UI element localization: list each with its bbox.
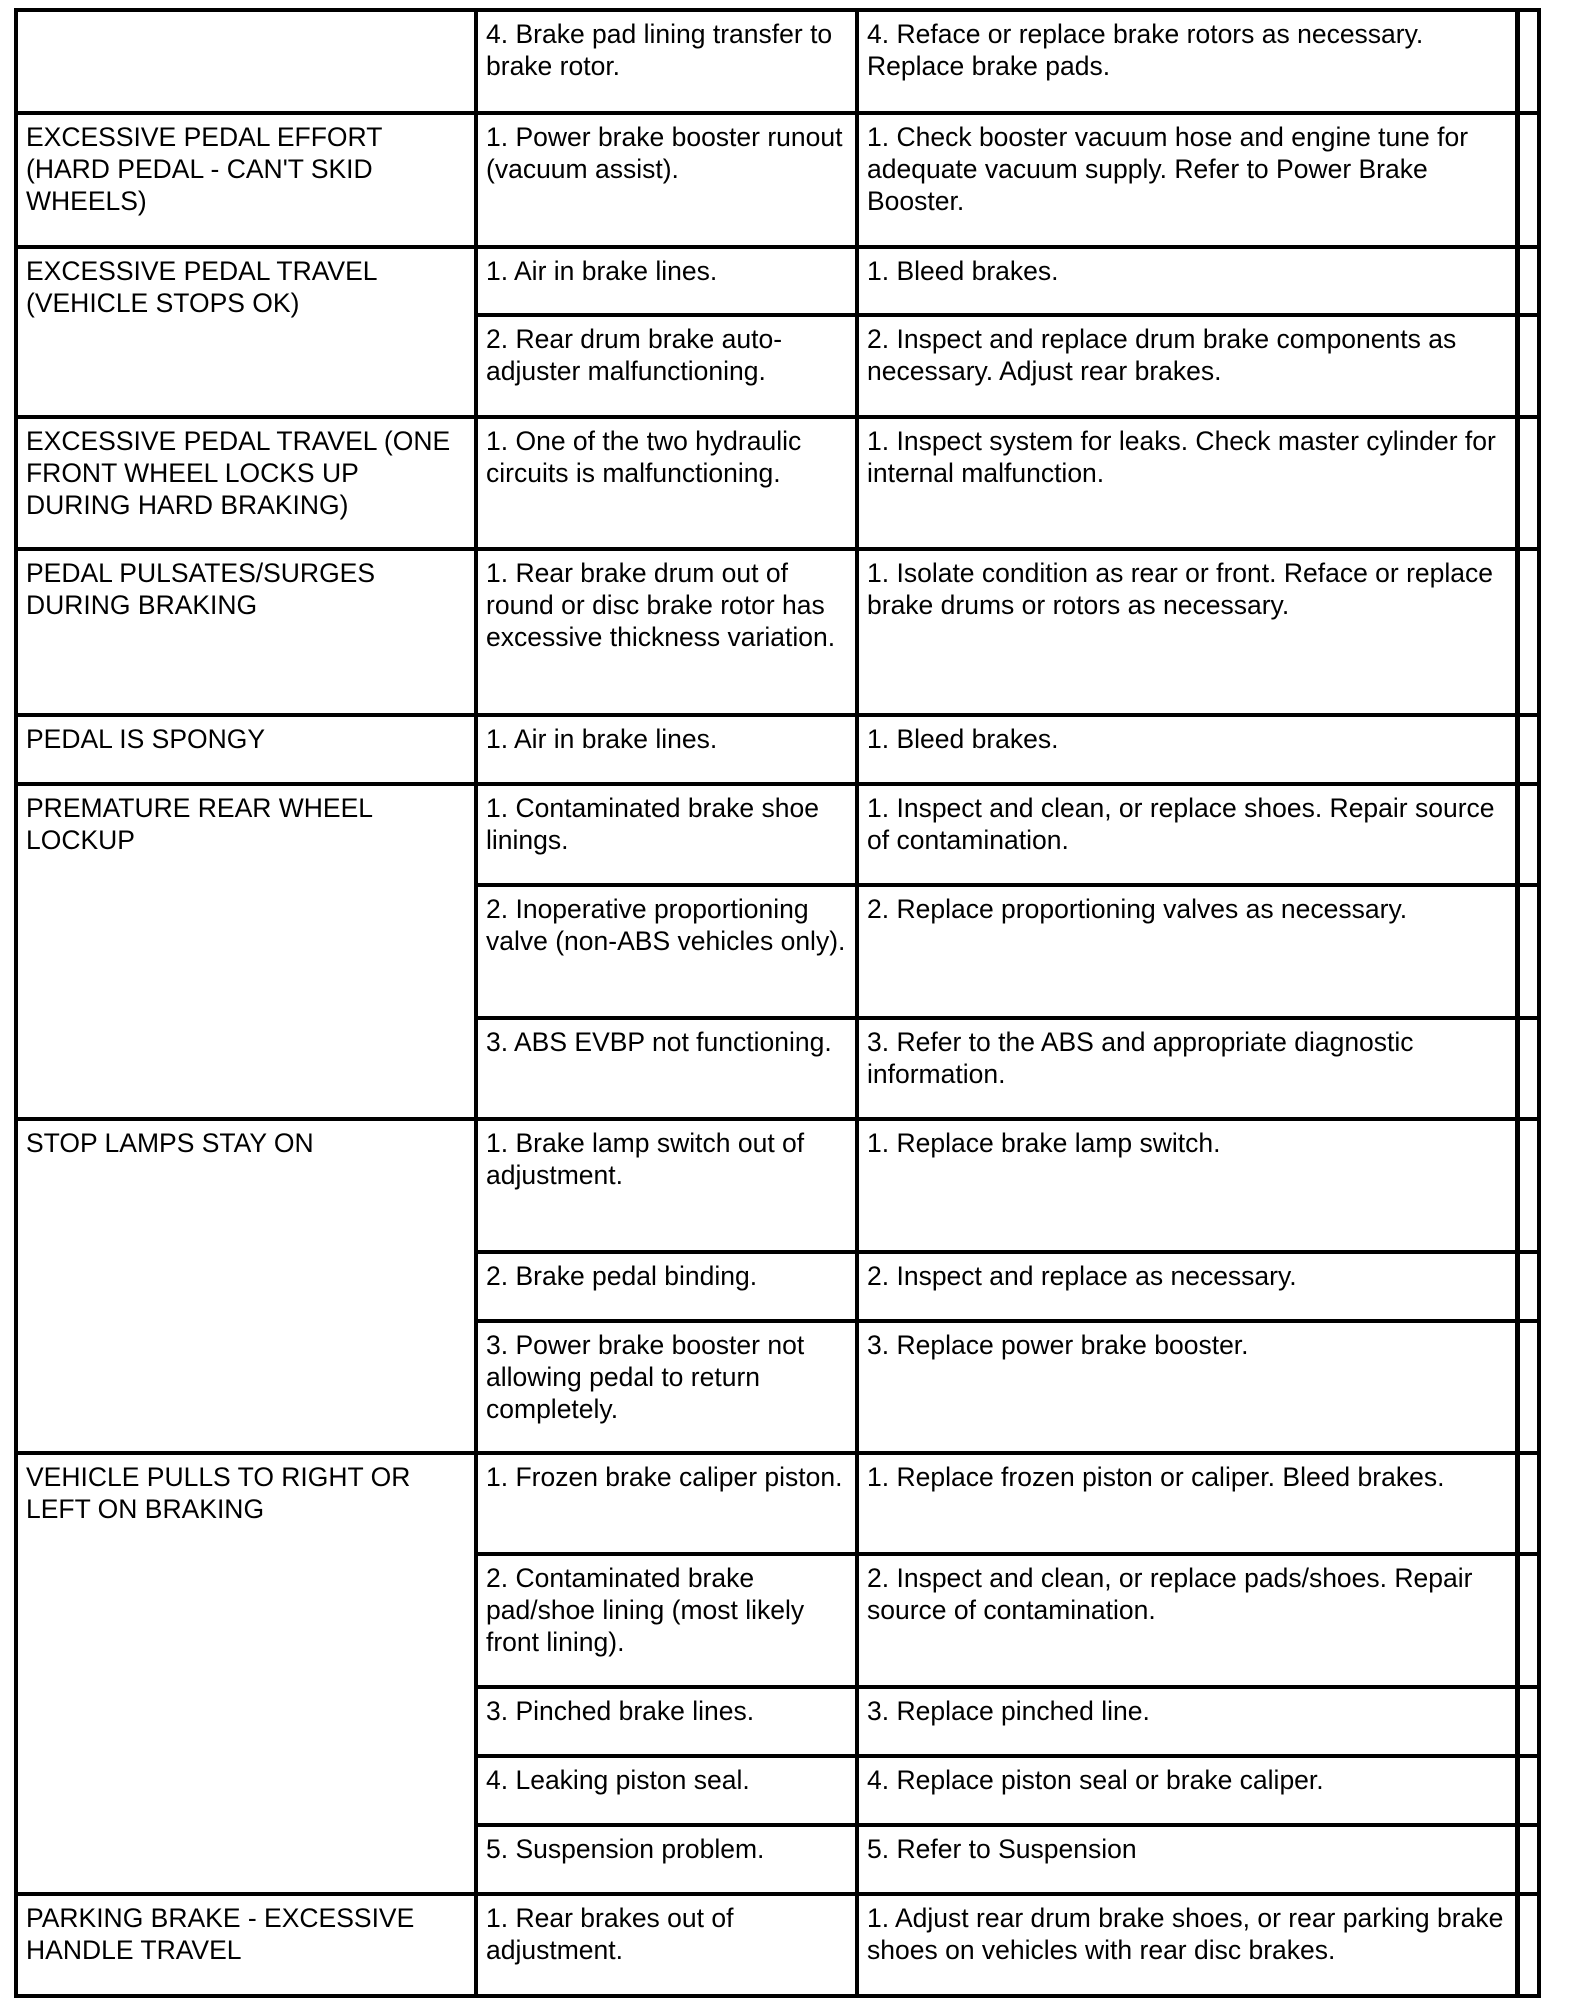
margin-cell: [1517, 1252, 1539, 1321]
cause-cell: 2. Brake pedal binding.: [476, 1252, 857, 1321]
cause-cell: 3. Pinched brake lines.: [476, 1687, 857, 1756]
cause-cell: 1. Air in brake lines.: [476, 247, 857, 315]
cause-cell: 1. Frozen brake caliper piston.: [476, 1453, 857, 1554]
correction-cell: 1. Check booster vacuum hose and engine tune for adequate vacuum supply. Refer to Power Brake Booster.: [857, 113, 1517, 247]
correction-cell: 1. Isolate condition as rear or front. Reface or replace brake drums or rotors as necessary.: [857, 549, 1517, 715]
margin-cell: [1517, 1119, 1539, 1252]
table-row: [16, 1119, 1539, 1252]
correction-cell: 2. Inspect and replace as necessary.: [857, 1252, 1517, 1321]
cause-cell: 1. Contaminated brake shoe linings.: [476, 784, 857, 885]
cause-cell: 2. Inoperative proportioning valve (non-ABS vehicles only).: [476, 885, 857, 1018]
cause-cell: 2. Rear drum brake auto-adjuster malfunctioning.: [476, 315, 857, 417]
margin-cell: [1517, 1756, 1539, 1825]
cause-cell: 1. Air in brake lines.: [476, 715, 857, 784]
correction-cell: 2. Inspect and replace drum brake components as necessary. Adjust rear brakes.: [857, 315, 1517, 417]
condition-cell: EXCESSIVE PEDAL TRAVEL (ONE FRONT WHEEL LOCKS UP DURING HARD BRAKING): [16, 417, 476, 549]
condition-cell: PEDAL IS SPONGY: [16, 715, 476, 784]
condition-cell: PARKING BRAKE - EXCESSIVE HANDLE TRAVEL: [16, 1894, 476, 1996]
margin-cell: [1517, 549, 1539, 715]
margin-cell: [1517, 247, 1539, 315]
table-row: [16, 715, 1539, 784]
condition-cell: VEHICLE PULLS TO RIGHT OR LEFT ON BRAKING: [16, 1453, 476, 1894]
condition-cell: PREMATURE REAR WHEEL LOCKUP: [16, 784, 476, 1119]
correction-cell: 1. Inspect system for leaks. Check master cylinder for internal malfunction.: [857, 417, 1517, 549]
table-row: [16, 10, 1539, 113]
condition-cell: PEDAL PULSATES/SURGES DURING BRAKING: [16, 549, 476, 715]
margin-cell: [1517, 885, 1539, 1018]
correction-cell: 4. Replace piston seal or brake caliper.: [857, 1756, 1517, 1825]
margin-cell: [1517, 1825, 1539, 1894]
correction-cell: 1. Adjust rear drum brake shoes, or rear parking brake shoes on vehicles with rear disc brakes.: [857, 1894, 1517, 1996]
cause-cell: 1. Brake lamp switch out of adjustment.: [476, 1119, 857, 1252]
correction-cell: 3. Replace power brake booster.: [857, 1321, 1517, 1453]
cause-cell: 3. Power brake booster not allowing pedal to return completely.: [476, 1321, 857, 1453]
margin-cell: [1517, 10, 1539, 113]
cause-cell: 5. Suspension problem.: [476, 1825, 857, 1894]
margin-cell: [1517, 784, 1539, 885]
condition-cell: STOP LAMPS STAY ON: [16, 1119, 476, 1453]
cause-cell: 1. Power brake booster runout (vacuum assist).: [476, 113, 857, 247]
correction-cell: 1. Inspect and clean, or replace shoes. Repair source of contamination.: [857, 784, 1517, 885]
table-row: [16, 1894, 1539, 1996]
correction-cell: 4. Reface or replace brake rotors as necessary. Replace brake pads.: [857, 10, 1517, 113]
table-row: [16, 417, 1539, 549]
margin-cell: [1517, 315, 1539, 417]
margin-cell: [1517, 1453, 1539, 1554]
cause-cell: 4. Leaking piston seal.: [476, 1756, 857, 1825]
correction-cell: 5. Refer to Suspension: [857, 1825, 1517, 1894]
cause-cell: 1. Rear brake drum out of round or disc brake rotor has excessive thickness variation.: [476, 549, 857, 715]
correction-cell: 1. Bleed brakes.: [857, 715, 1517, 784]
cause-cell: 4. Brake pad lining transfer to brake rotor.: [476, 10, 857, 113]
cause-cell: 1. One of the two hydraulic circuits is malfunctioning.: [476, 417, 857, 549]
correction-cell: 3. Replace pinched line.: [857, 1687, 1517, 1756]
table-row: [16, 549, 1539, 715]
condition-cell: EXCESSIVE PEDAL EFFORT (HARD PEDAL - CAN'T SKID WHEELS): [16, 113, 476, 247]
cause-cell: 1. Rear brakes out of adjustment.: [476, 1894, 857, 1996]
correction-cell: 2. Inspect and clean, or replace pads/shoes. Repair source of contamination.: [857, 1554, 1517, 1687]
cause-cell: 3. ABS EVBP not functioning.: [476, 1018, 857, 1119]
table-row: [16, 784, 1539, 885]
margin-cell: [1517, 715, 1539, 784]
cause-cell: 2. Contaminated brake pad/shoe lining (most likely front lining).: [476, 1554, 857, 1687]
correction-cell: 2. Replace proportioning valves as necessary.: [857, 885, 1517, 1018]
margin-cell: [1517, 1554, 1539, 1687]
table-row: [16, 247, 1539, 315]
condition-cell: [16, 10, 476, 113]
correction-cell: 1. Bleed brakes.: [857, 247, 1517, 315]
table-row: [16, 113, 1539, 247]
table-row: [16, 1453, 1539, 1554]
margin-cell: [1517, 417, 1539, 549]
margin-cell: [1517, 1894, 1539, 1996]
correction-cell: 3. Refer to the ABS and appropriate diagnostic information.: [857, 1018, 1517, 1119]
condition-cell: EXCESSIVE PEDAL TRAVEL (VEHICLE STOPS OK): [16, 247, 476, 417]
correction-cell: 1. Replace frozen piston or caliper. Bleed brakes.: [857, 1453, 1517, 1554]
margin-cell: [1517, 113, 1539, 247]
correction-cell: 1. Replace brake lamp switch.: [857, 1119, 1517, 1252]
margin-cell: [1517, 1018, 1539, 1119]
brake-diagnosis-table: [14, 8, 1537, 1994]
margin-cell: [1517, 1687, 1539, 1756]
margin-cell: [1517, 1321, 1539, 1453]
